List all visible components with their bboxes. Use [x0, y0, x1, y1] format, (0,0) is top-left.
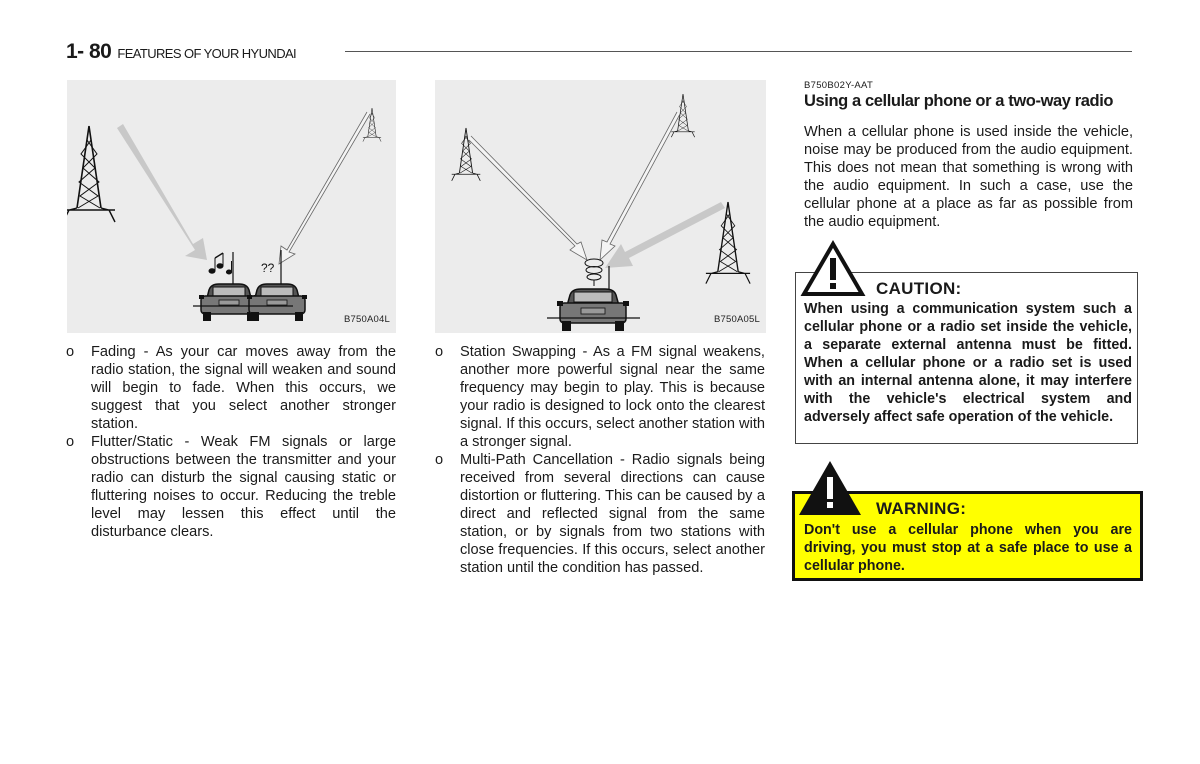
car-icon	[247, 284, 307, 321]
figure-code: B750A05L	[714, 314, 760, 325]
music-notes-icon	[209, 253, 232, 274]
figure-fading	[67, 80, 396, 333]
reference-code: B750B02Y-AAT	[804, 80, 874, 91]
distant-tower-icon	[363, 108, 381, 142]
section-title: FEATURES OF YOUR HYUNDAI	[117, 46, 297, 61]
intro-paragraph: When a cellular phone is used inside the vehicle, noise may be produced from the audio equipment. This does not mean that something is wrong with the audio equipment. In such a case, use the cellular phone at a place as far as possible from the audio equipment.	[804, 124, 1133, 230]
multipath-illustration	[435, 80, 766, 333]
list-item	[435, 343, 765, 451]
signal-arrow	[469, 136, 587, 260]
warning-title: WARNING:	[876, 499, 967, 518]
column-2-text	[435, 343, 765, 577]
header-rule	[345, 51, 1132, 52]
page-header	[66, 40, 296, 64]
column-1-text	[66, 343, 396, 541]
bullet-marker: o	[66, 434, 75, 450]
question-marks: ??	[261, 261, 275, 275]
list-item	[66, 433, 396, 541]
car-icon	[557, 289, 629, 331]
signal-arrow	[600, 112, 680, 260]
figure-code: B750A04L	[344, 314, 390, 325]
list-item	[66, 343, 396, 433]
tower-icon	[67, 126, 115, 222]
caution-body: When using a communication system such a cellular phone or a radio set inside the vehicle, a separate external antenna must be fitted. When a cellular phone or a radio set is used with an internal antenna alone, it may interfere with the vehicle's electrical system and adversely affect safe operation of the vehicle.	[804, 301, 1132, 425]
bullet-marker: o	[66, 344, 75, 360]
caution-title: CAUTION:	[876, 279, 962, 298]
strong-signal-arrow	[117, 124, 207, 260]
bullet-text-fading: Fading - As your car moves away from the radio station, the signal will weaken and sound will begin to fade. When this occurs, we suggest that you select another stronger station.	[91, 344, 396, 432]
bullet-text-multipath: Multi-Path Cancellation - Radio signals being received from several directions can cause distortion or fluttering. This can be caused by a direct and reflected signal from the same station, or by signals from two stations with close frequencies. If this occurs, select another station until the condition has passed.	[460, 452, 765, 576]
list-item	[435, 451, 765, 577]
subheading: Using a cellular phone or a two-way radio	[804, 92, 1114, 110]
bullet-text-station-swapping: Station Swapping - As a FM signal weakens, another more powerful signal near the same frequency may begin to play. This is because your radio is designed to lock onto the clearest signal. If this occurs, select another station with a stronger signal.	[460, 344, 765, 450]
bullet-text-flutter-static: Flutter/Static - Weak FM signals or large obstructions between the transmitter and your radio can disturb the signal causing static or fluttering noises to occur. Reducing the treble level may lessen this effect until the disturbance clears.	[91, 434, 396, 540]
page-number: 1- 80	[66, 40, 112, 63]
fading-illustration	[67, 80, 396, 333]
bullet-marker: o	[435, 344, 444, 360]
caution-warning-triangle-icon	[800, 240, 866, 298]
warning-body: Don't use a cellular phone when you are driving, you must stop at a safe place to use a cellular phone.	[804, 522, 1132, 574]
bullet-marker: o	[435, 452, 444, 468]
figure-multipath	[435, 80, 766, 333]
warning-triangle-icon	[797, 459, 863, 517]
tower-icon	[452, 128, 481, 181]
distortion-swirl-icon	[585, 259, 603, 286]
weak-signal-arrow	[279, 112, 370, 264]
